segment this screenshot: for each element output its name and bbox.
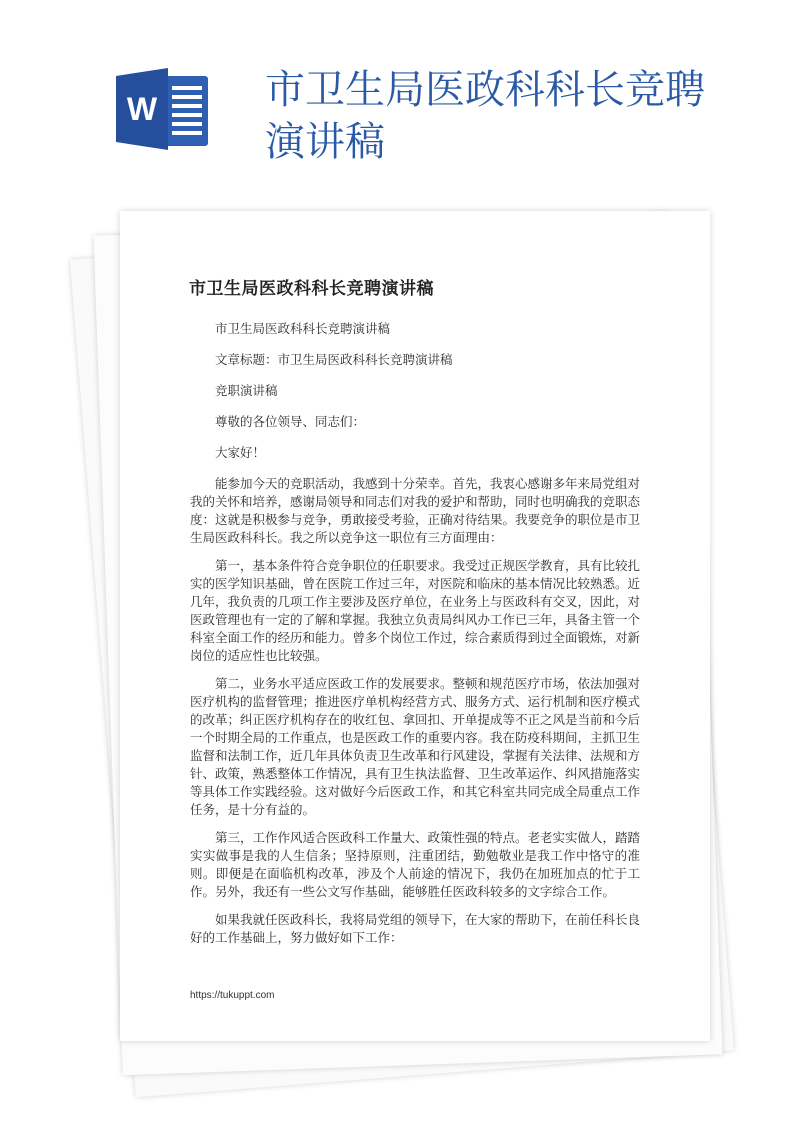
word-logo-letter: W (126, 91, 158, 127)
paragraph: 尊敬的各位领导、同志们： (215, 414, 366, 429)
document-body (190, 280, 640, 957)
paragraph: 大家好！ (215, 445, 266, 460)
paragraph: 第一，基本条件符合竞争职位的任职要求。我受过正规医学教育，具有比较扎实的医学知识基础，曾在医院工作过三年，对医院和临床的基本情况比较熟悉。近几年，我负责的几项工作主要涉及医疗单位，在业务上与医政科有交叉，因此，对医政管理也有一定的了解和掌握。我独立负责局纠风办工作已三年，具备主管一个科室全面工作的经历和能力。曾多个岗位工作过，综合素质得到过全面锻炼，对新岗位的适应性也比较强。 (190, 558, 641, 663)
paragraph: 第三，工作作风适合医政科工作量大、政策性强的特点。老老实实做人，踏踏实实做事是我的人生信条；坚持原则，注重团结，勤勉敬业是我工作中恪守的准则。即便是在面临机构改革，涉及个人前途的情况下，我仍在加班加点的忙于工作。另外，我还有一些公文写作基础，能够胜任医政科较多的文字综合工作。 (190, 830, 641, 899)
paragraph: 第二，业务水平适应医政工作的发展要求。整顿和规范医疗市场，依法加强对医疗机构的监督管理；推进医疗单机构经营方式、服务方式、运行机制和医疗模式的改革；纠正医疗机构存在的收红包、拿回扣、开单提成等不正之风是当前和今后一个时期全局的工作重点，也是医政工作的重要内容。我在防疫科期间，主抓卫生监督和法制工作，近几年具体负责卫生改革和行风建设，掌握有关法律、法规和方针、政策，熟悉整体工作情况，具有卫生执法监督、卫生改革运作、纠风措施落实等具体工作实践经验。这对做好今后医政工作，和其它科室共同完成全局重点工作任务，是十分有益的。 (190, 676, 641, 817)
paragraph: 文章标题：市卫生局医政科科长竞聘演讲稿 (215, 352, 453, 367)
page-title: 市卫生局医政科科长竞聘演讲稿 (265, 67, 705, 165)
paragraph: 如果我就任医政科长，我将局党组的领导下，在大家的帮助下，在前任科长良好的工作基础上，努力做好如下工作： (190, 912, 641, 945)
document-title: 市卫生局医政科科长竞聘演讲稿 (189, 279, 434, 299)
footer-url: https://tukuppt.com (190, 990, 275, 1001)
word-document-icon (112, 66, 212, 152)
paragraph: 市卫生局医政科科长竞聘演讲稿 (215, 321, 391, 336)
paragraph: 竞职演讲稿 (215, 383, 278, 398)
paragraph: 能参加今天的竞职活动，我感到十分荣幸。首先，我衷心感谢多年来局党组对我的关怀和培养，感谢局领导和同志们对我的爱护和帮助，同时也明确我的竞职态度：这就是积极参与竞争，勇敢接受考验，正确对待结果。我要竞争的职位是市卫生局医政科科长。我之所以竞争这一职位有三方面理由： (190, 476, 641, 545)
